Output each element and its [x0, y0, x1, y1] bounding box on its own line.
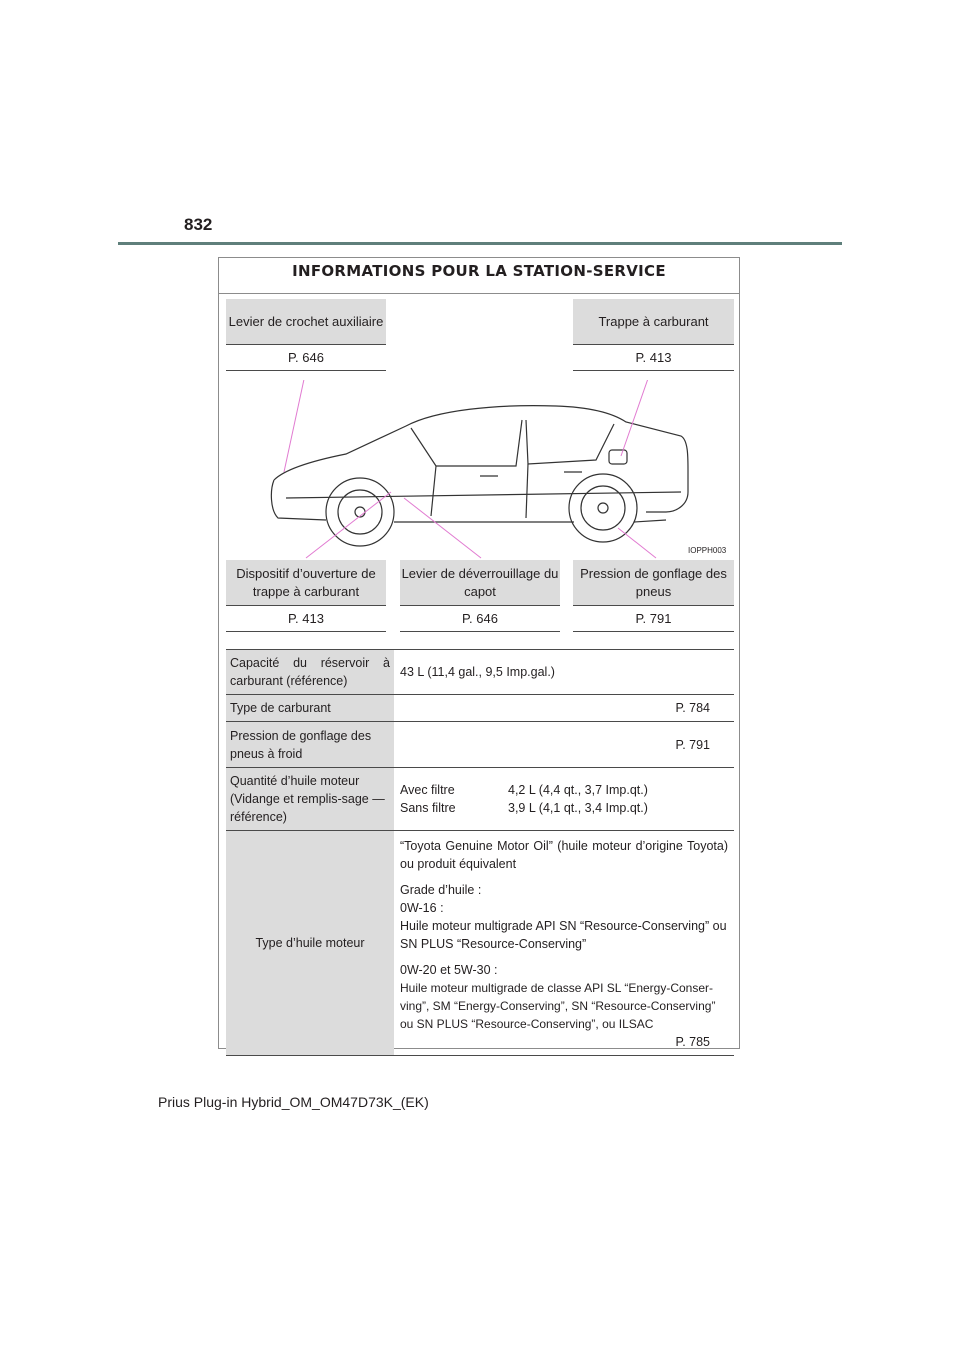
row-ref[interactable]: P. 784 — [394, 695, 734, 722]
table-row — [226, 722, 734, 768]
table-row — [226, 695, 734, 722]
oil-qty-row — [400, 799, 728, 817]
row-label: Capacité du réservoir à carburant (référence) — [226, 650, 394, 695]
title-divider — [218, 293, 740, 294]
oil-qty-value: 4,2 L (4,4 qt., 3,7 Imp.qt.) — [508, 783, 648, 797]
ref-hook-lever[interactable]: P. 646 — [226, 345, 386, 371]
table-row — [226, 831, 734, 1056]
table-row — [226, 650, 734, 695]
grade-heading: Grade d’huile : — [400, 883, 482, 897]
header-rule — [118, 242, 842, 245]
spec-table — [226, 650, 734, 1056]
box-title: INFORMATIONS POUR LA STATION-SERVICE — [292, 262, 666, 280]
row-ref[interactable]: P. 791 — [394, 722, 734, 768]
callout-lines — [284, 380, 656, 558]
row-label: Type de carburant — [226, 695, 394, 722]
label-hook-lever: Levier de crochet auxiliaire — [226, 299, 386, 345]
illustration-code: IOPPH003 — [688, 546, 727, 555]
oil-qty-key: Sans filtre — [400, 801, 456, 815]
label-fuel-door: Trappe à carburant — [573, 299, 734, 345]
oil-qty-value: 3,9 L (4,1 qt., 3,4 Imp.qt.) — [508, 801, 648, 815]
oil-qty-row — [400, 781, 728, 799]
footer-doc-id: Prius Plug-in Hybrid_OM_OM47D73K_(EK) — [158, 1094, 429, 1110]
car-illustration — [226, 380, 734, 560]
grade-1-name: 0W-16 : — [400, 901, 444, 915]
grade-2-text: Huile moteur multigrade de classe API SL “Energy-Conser-ving”, SM “Energy-Conserving”, SN “Resource-Conserving” ou SN PLUS “Resource-Conserving”, ou ILSAC — [400, 981, 716, 1031]
oil-type-ref[interactable]: P. 785 — [675, 1035, 710, 1049]
oil-qty-cell — [394, 768, 734, 831]
oil-intro: “Toyota Genuine Motor Oil” (huile moteur d’origine Toyota) ou produit équivalent — [400, 839, 728, 871]
label-tire-pressure: Pression de gonflage des pneus — [573, 560, 734, 606]
label-hood-release: Levier de déverrouillage du capot — [400, 560, 560, 606]
label-fuel-door-opener: Dispositif d’ouverture de trappe à carburant — [226, 560, 386, 606]
row-value: 43 L (11,4 gal., 9,5 Imp.gal.) — [394, 650, 734, 695]
grade-2-name: 0W-20 et 5W-30 : — [400, 963, 498, 977]
row-label: Quantité d’huile moteur (Vidange et remplis-sage — référence) — [226, 768, 394, 831]
ref-tire-pressure[interactable]: P. 791 — [573, 606, 734, 632]
ref-hood-release[interactable]: P. 646 — [400, 606, 560, 632]
table-row — [226, 768, 734, 831]
car-outline-icon — [271, 406, 688, 546]
page-number: 832 — [184, 215, 213, 234]
ref-fuel-door[interactable]: P. 413 — [573, 345, 734, 371]
ref-fuel-door-opener[interactable]: P. 413 — [226, 606, 386, 632]
row-label: Type d’huile moteur — [226, 831, 394, 1056]
row-label: Pression de gonflage des pneus à froid — [226, 722, 394, 768]
oil-type-cell — [394, 831, 734, 1056]
grade-1-text: Huile moteur multigrade API SN “Resource-Conserving” ou SN PLUS “Resource-Conserving” — [400, 919, 727, 951]
oil-qty-key: Avec filtre — [400, 783, 455, 797]
